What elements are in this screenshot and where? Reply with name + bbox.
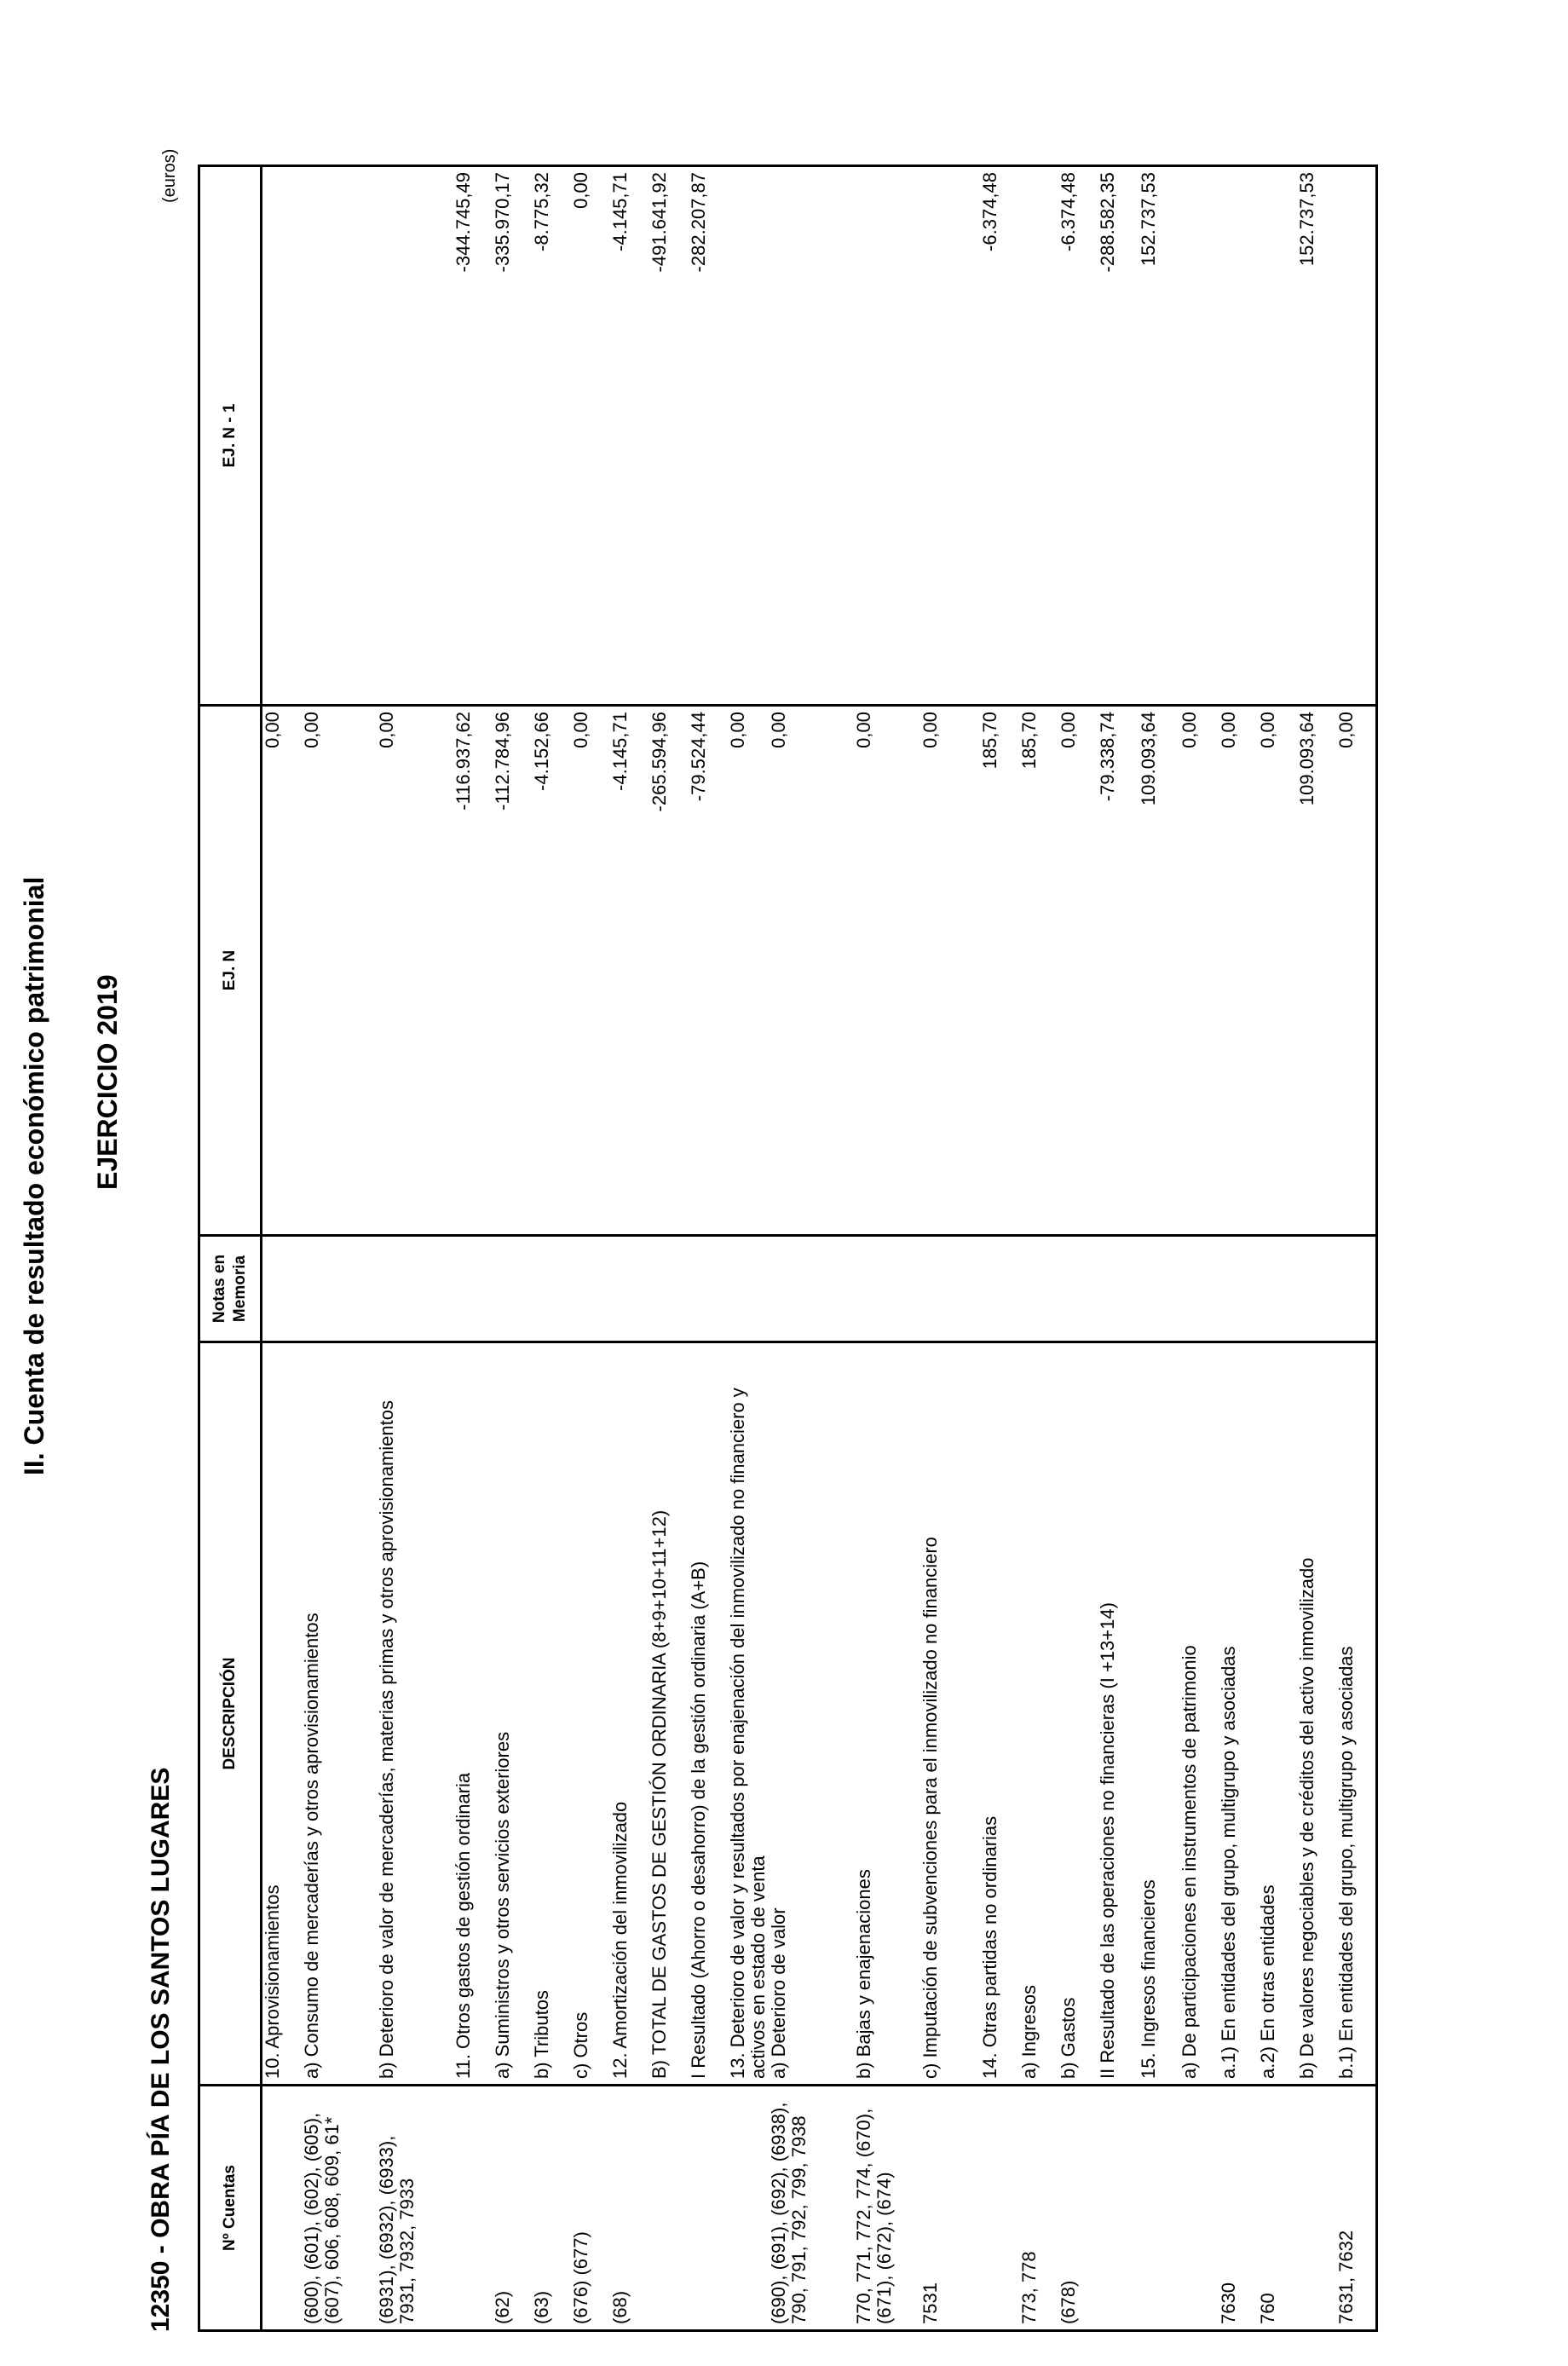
header-notas: Notas en Memoria (199, 1236, 262, 1342)
cell-cuentas: (62) (493, 2086, 532, 2331)
cell-notas (1258, 1236, 1297, 1342)
cell-descripcion: 14. Otras partidas no ordinarias (980, 1342, 1019, 2086)
cell-cuentas (262, 2086, 303, 2331)
table-row (1179, 166, 1219, 2331)
cell-ej-n1: 152.737,53 (1139, 166, 1179, 706)
cell-ej-n1: -335.970,17 (493, 166, 532, 706)
cell-descripcion: c) Imputación de subvenciones para el inmovilizado no financiero (920, 1342, 980, 2086)
cell-ej-n: 0,00 (1258, 706, 1297, 1236)
cell-ej-n: 0,00 (854, 706, 920, 1236)
table-row (689, 166, 728, 2331)
cell-ej-n1: -491.641,92 (649, 166, 689, 706)
cell-descripcion: 12. Amortización del inmovilizado (610, 1342, 649, 2086)
cell-descripcion: 11. Otros gastos de gestión ordinaria (453, 1342, 493, 2086)
cell-ej-n1 (302, 166, 377, 706)
cell-descripcion: a) De participaciones en instrumentos de patrimonio (1179, 1342, 1219, 2086)
cell-ej-n: 0,00 (1219, 706, 1258, 1236)
cell-ej-n1: -4.145,71 (610, 166, 649, 706)
cell-ej-n: 0,00 (920, 706, 980, 1236)
cell-ej-n1 (769, 166, 854, 706)
cell-descripcion: B) TOTAL DE GASTOS DE GESTIÓN ORDINARIA (8+9+10+11+12) (649, 1342, 689, 2086)
cell-cuentas: 760 (1258, 2086, 1297, 2331)
cell-cuentas: (690), (691), (692), (6938), 790, 791, 792, 799, 7938 (769, 2086, 854, 2331)
cell-ej-n1: -288.582,35 (1098, 166, 1139, 706)
cell-notas (1058, 1236, 1098, 1342)
cell-cuentas (649, 2086, 689, 2331)
cell-ej-n1: -6.374,48 (980, 166, 1019, 706)
cell-cuentas: 773, 778 (1019, 2086, 1058, 2331)
cell-descripcion: c) Otros (571, 1342, 610, 2086)
cell-ej-n1 (262, 166, 303, 706)
cell-ej-n1: -344.745,49 (453, 166, 493, 706)
table-row (1058, 166, 1098, 2331)
cell-cuentas: (6931), (6932), (6933), 7931, 7932, 7933 (377, 2086, 453, 2331)
cell-ej-n: -79.524,44 (689, 706, 728, 1236)
cell-notas (769, 1236, 854, 1342)
cell-notas (689, 1236, 728, 1342)
cell-ej-n: -265.594,96 (649, 706, 689, 1236)
cell-descripcion: b) Deterioro de valor de mercaderías, materias primas y otros aprovisionamientos (377, 1342, 453, 2086)
cell-descripcion: b.1) En entidades del grupo, multigrupo y asociadas (1336, 1342, 1377, 2086)
cell-descripcion: 10. Aprovisionamientos (262, 1342, 303, 2086)
table-row (920, 166, 980, 2331)
cell-ej-n: 109.093,64 (1297, 706, 1336, 1236)
cell-notas (1019, 1236, 1058, 1342)
cell-cuentas: 770, 771, 772, 774, (670), (671), (672), (674) (854, 2086, 920, 2331)
cell-ej-n: -4.152,66 (532, 706, 571, 1236)
cell-cuentas: (63) (532, 2086, 571, 2331)
cell-descripcion: II Resultado de las operaciones no financieras (I +13+14) (1098, 1342, 1139, 2086)
table-row (1139, 166, 1179, 2331)
cell-descripcion: a) Suministros y otros servicios exteriores (493, 1342, 532, 2086)
table-row (1019, 166, 1058, 2331)
table-row (980, 166, 1019, 2331)
cell-notas (302, 1236, 377, 1342)
table-row (1219, 166, 1258, 2331)
cell-notas (493, 1236, 532, 1342)
cell-cuentas: (600), (601), (602), (605), (607), 606, 608, 609, 61* (302, 2086, 377, 2331)
cell-descripcion: a.1) En entidades del grupo, multigrupo y asociadas (1219, 1342, 1258, 2086)
cell-ej-n: 0,00 (571, 706, 610, 1236)
cell-cuentas: (676) (677) (571, 2086, 610, 2331)
header-cuentas: Nº Cuentas (199, 2086, 262, 2331)
cell-descripcion: b) Tributos (532, 1342, 571, 2086)
cell-notas (728, 1236, 769, 1342)
cell-ej-n1 (1258, 166, 1297, 706)
cell-descripcion: 13. Deterioro de valor y resultados por enajenación del inmovilizado no financiero y activos en estado de venta (728, 1342, 769, 2086)
cell-descripcion: b) Bajas y enajenaciones (854, 1342, 920, 2086)
table-header-row (199, 166, 262, 2331)
cell-ej-n: -4.145,71 (610, 706, 649, 1236)
table-row (532, 166, 571, 2331)
table-row (728, 166, 769, 2331)
cell-ej-n1 (728, 166, 769, 706)
cell-notas (610, 1236, 649, 1342)
cell-ej-n: -79.338,74 (1098, 706, 1139, 1236)
table-row (302, 166, 377, 2331)
cell-cuentas (1098, 2086, 1139, 2331)
cell-ej-n: 0,00 (728, 706, 769, 1236)
exercise-year: EJERCICIO 2019 (92, 974, 123, 1190)
cell-cuentas: (68) (610, 2086, 649, 2331)
cell-notas (920, 1236, 980, 1342)
cell-ej-n1 (377, 166, 453, 706)
cell-notas (1297, 1236, 1336, 1342)
cell-ej-n1 (1179, 166, 1219, 706)
table-row (854, 166, 920, 2331)
cell-ej-n: 109.093,64 (1139, 706, 1179, 1236)
page-title: II. Cuenta de resultado económico patrimonial (19, 876, 49, 1475)
cell-notas (854, 1236, 920, 1342)
cell-descripcion: b) De valores negociables y de créditos del activo inmovilizado (1297, 1342, 1336, 2086)
cell-cuentas: 7631, 7632 (1336, 2086, 1377, 2331)
cell-ej-n1 (854, 166, 920, 706)
header-descripcion: DESCRIPCIÓN (199, 1342, 262, 2086)
cell-cuentas (728, 2086, 769, 2331)
cell-ej-n1: 0,00 (571, 166, 610, 706)
cell-ej-n: 0,00 (769, 706, 854, 1236)
cell-ej-n: 0,00 (1179, 706, 1219, 1236)
table-row (1297, 166, 1336, 2331)
cell-ej-n1: -282.207,87 (689, 166, 728, 706)
cell-ej-n: 0,00 (1336, 706, 1377, 1236)
entity-name: 12350 - OBRA PÍA DE LOS SANTOS LUGARES (147, 1767, 175, 2332)
cell-descripcion: a) Ingresos (1019, 1342, 1058, 2086)
table-row (610, 166, 649, 2331)
table-row (571, 166, 610, 2331)
table-row (769, 166, 854, 2331)
cell-cuentas: (678) (1058, 2086, 1098, 2331)
cell-ej-n1 (1336, 166, 1377, 706)
cell-cuentas (689, 2086, 728, 2331)
cell-descripcion: a) Consumo de mercaderías y otros aprovisionamientos (302, 1342, 377, 2086)
table-row (649, 166, 689, 2331)
cell-descripcion: b) Gastos (1058, 1342, 1098, 2086)
cell-cuentas: 7630 (1219, 2086, 1258, 2331)
cell-notas (1336, 1236, 1377, 1342)
cell-ej-n1 (1219, 166, 1258, 706)
currency-note: (euros) (160, 148, 179, 203)
table-row (262, 166, 303, 2331)
cell-ej-n: 185,70 (1019, 706, 1058, 1236)
cell-notas (649, 1236, 689, 1342)
header-ej-n1: EJ. N - 1 (199, 166, 262, 706)
table-row (1258, 166, 1297, 2331)
cell-notas (453, 1236, 493, 1342)
cell-ej-n1 (1019, 166, 1058, 706)
cell-descripcion: a.2) En otras entidades (1258, 1342, 1297, 2086)
table-row (1336, 166, 1377, 2331)
cell-notas (1098, 1236, 1139, 1342)
cell-cuentas: 7531 (920, 2086, 980, 2331)
cell-ej-n: -116.937,62 (453, 706, 493, 1236)
cell-descripcion: I Resultado (Ahorro o desahorro) de la gestión ordinaria (A+B) (689, 1342, 728, 2086)
cell-ej-n1: -8.775,32 (532, 166, 571, 706)
cell-ej-n: 0,00 (1058, 706, 1098, 1236)
cell-ej-n1: 152.737,53 (1297, 166, 1336, 706)
cell-ej-n: -112.784,96 (493, 706, 532, 1236)
cell-ej-n: 185,70 (980, 706, 1019, 1236)
cell-cuentas (1297, 2086, 1336, 2331)
cell-cuentas (1179, 2086, 1219, 2331)
cell-descripcion: 15. Ingresos financieros (1139, 1342, 1179, 2086)
cell-notas (980, 1236, 1019, 1342)
cell-notas (571, 1236, 610, 1342)
table-row (453, 166, 493, 2331)
table-row (377, 166, 453, 2331)
cell-notas (1179, 1236, 1219, 1342)
cell-cuentas (1139, 2086, 1179, 2331)
cell-ej-n: 0,00 (262, 706, 303, 1236)
table-row (1098, 166, 1139, 2331)
cell-notas (532, 1236, 571, 1342)
cell-ej-n1: -6.374,48 (1058, 166, 1098, 706)
table-row (493, 166, 532, 2331)
cell-notas (1219, 1236, 1258, 1342)
cell-notas (1139, 1236, 1179, 1342)
cell-notas (377, 1236, 453, 1342)
cell-ej-n1 (920, 166, 980, 706)
cell-descripcion: a) Deterioro de valor (769, 1342, 854, 2086)
cell-cuentas (980, 2086, 1019, 2331)
header-ej-n: EJ. N (199, 706, 262, 1236)
results-table (198, 164, 1378, 2332)
cell-ej-n: 0,00 (302, 706, 377, 1236)
cell-ej-n: 0,00 (377, 706, 453, 1236)
cell-cuentas (453, 2086, 493, 2331)
cell-notas (262, 1236, 303, 1342)
